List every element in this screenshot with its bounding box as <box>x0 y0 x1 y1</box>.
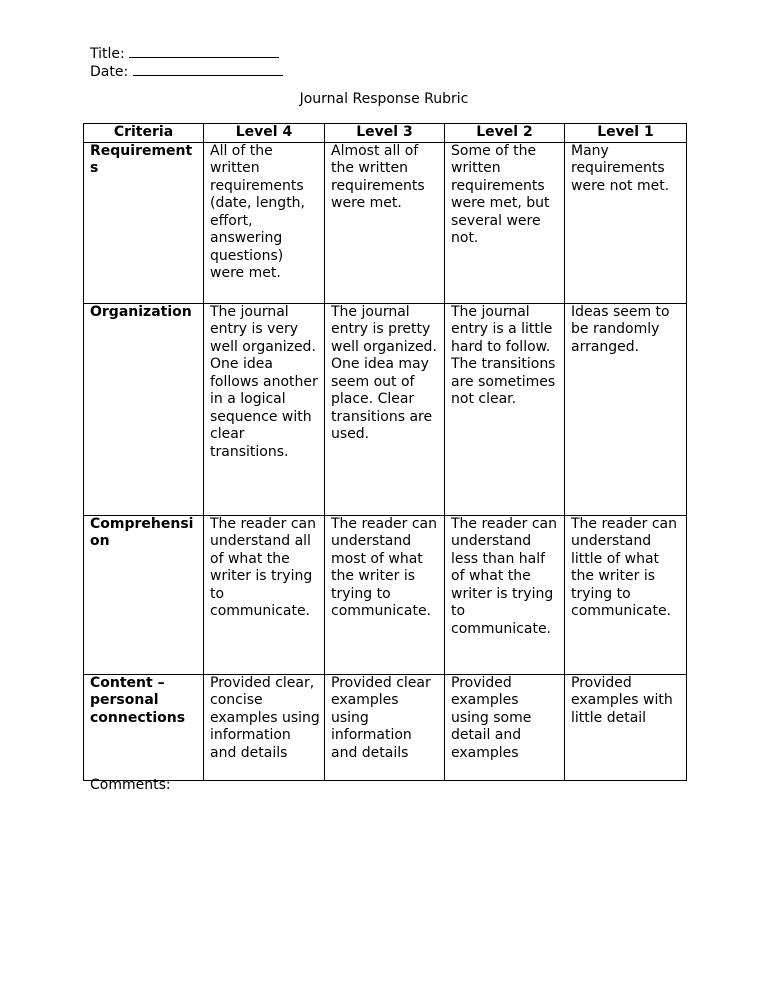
header-level-3: Level 3 <box>325 124 445 143</box>
header-criteria: Criteria <box>84 124 204 143</box>
level-1-cell: The reader can understand little of what the writer is trying to communicate. <box>565 515 687 674</box>
header-level-2: Level 2 <box>445 124 565 143</box>
level-3-cell: The journal entry is pretty well organized. One idea may seem out of place. Clear transitions are used. <box>325 303 445 515</box>
criteria-cell: Requirements <box>84 142 204 303</box>
title-label: Title: <box>90 46 125 62</box>
comments-label: Comments: <box>90 777 171 793</box>
criteria-cell: Comprehension <box>84 515 204 674</box>
date-label: Date: <box>90 64 129 80</box>
rubric-table <box>83 123 687 781</box>
date-field <box>90 62 283 81</box>
level-4-cell: The journal entry is very well organized. One idea follows another in a logical sequence with clear transitions. <box>204 303 325 515</box>
title-field <box>90 44 279 63</box>
level-3-cell: Almost all of the written requirements were met. <box>325 142 445 303</box>
level-1-cell: Provided examples with little detail <box>565 674 687 780</box>
level-4-cell: The reader can understand all of what the writer is trying to communicate. <box>204 515 325 674</box>
level-1-cell: Ideas seem to be randomly arranged. <box>565 303 687 515</box>
level-3-cell: Provided clear examples using information and details <box>325 674 445 780</box>
table-row <box>84 515 687 674</box>
criteria-cell: Content – personal connections <box>84 674 204 780</box>
title-blank-line <box>129 44 279 58</box>
level-4-cell: Provided clear, concise examples using information and details <box>204 674 325 780</box>
table-row <box>84 142 687 303</box>
level-3-cell: The reader can understand most of what the writer is trying to communicate. <box>325 515 445 674</box>
level-2-cell: The reader can understand less than half of what the writer is trying to communicate. <box>445 515 565 674</box>
table-row <box>84 303 687 515</box>
header-level-1: Level 1 <box>565 124 687 143</box>
level-2-cell: Provided examples using some detail and examples <box>445 674 565 780</box>
document-title: Journal Response Rubric <box>299 91 469 107</box>
level-2-cell: Some of the written requirements were met, but several were not. <box>445 142 565 303</box>
table-row <box>84 674 687 780</box>
header-level-4: Level 4 <box>204 124 325 143</box>
table-header-row <box>84 124 687 143</box>
criteria-cell: Organization <box>84 303 204 515</box>
date-blank-line <box>133 62 283 76</box>
level-1-cell: Many requirements were not met. <box>565 142 687 303</box>
level-2-cell: The journal entry is a little hard to follow. The transitions are sometimes not clear. <box>445 303 565 515</box>
level-4-cell: All of the written requirements (date, length, effort, answering questions) were met. <box>204 142 325 303</box>
